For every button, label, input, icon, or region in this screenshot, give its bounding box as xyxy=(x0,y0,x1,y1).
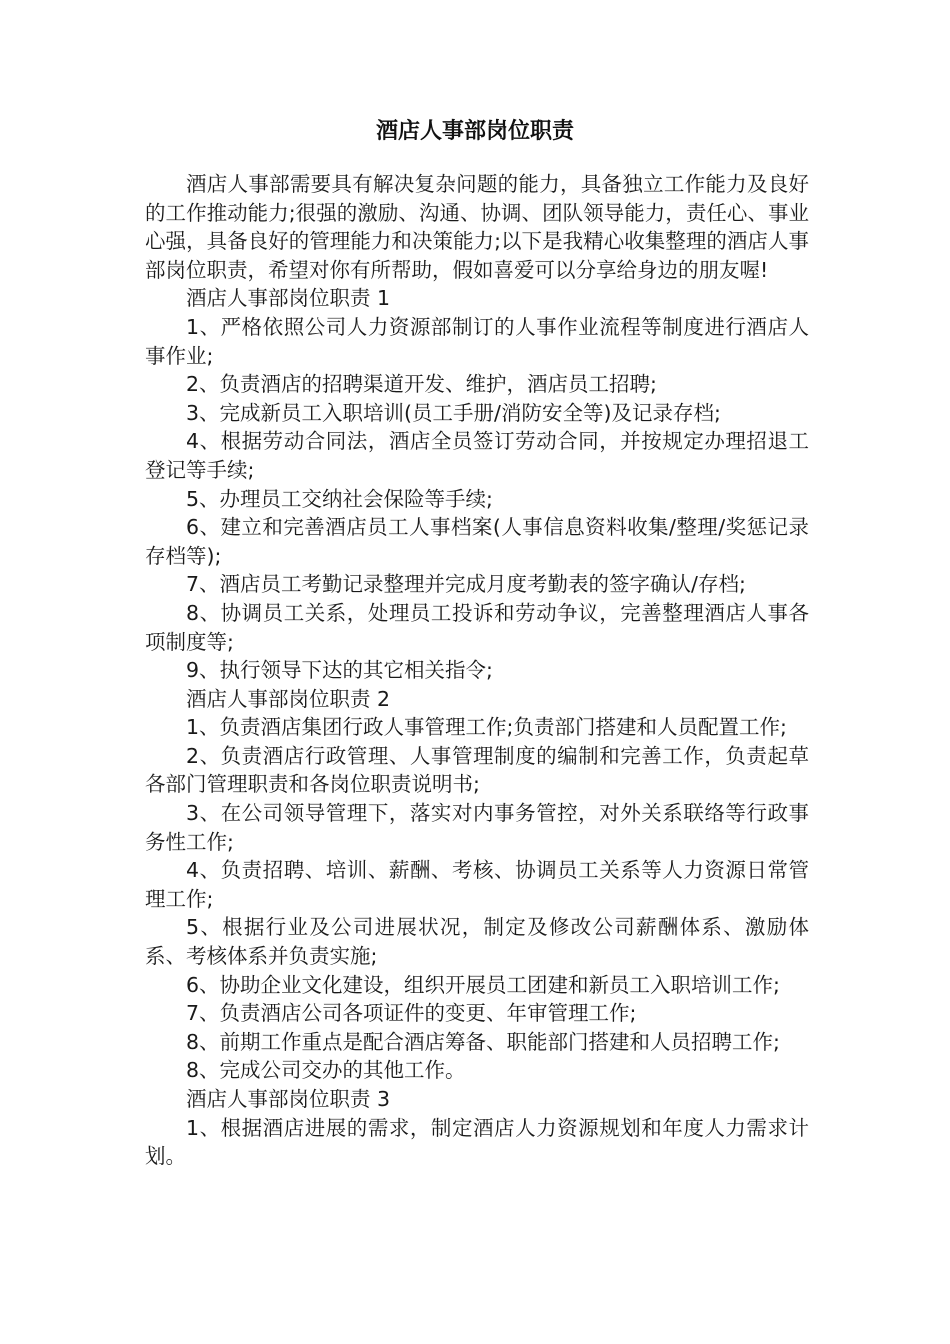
list-item: 3、完成新员工入职培训(员工手册/消防安全等)及记录存档; xyxy=(186,400,721,425)
page-title: 酒店人事部岗位职责 xyxy=(375,119,574,144)
list-item: 1、根据酒店进展的需求，制定酒店人力资源规划和年度人力需求计划。 xyxy=(145,1115,809,1169)
list-item: 2、负责酒店行政管理、人事管理制度的编制和完善工作，负责起草各部门管理职责和各岗位职责说明书; xyxy=(145,743,809,797)
list-item: 5、办理员工交纳社会保险等手续; xyxy=(186,486,493,511)
list-item: 9、执行领导下达的其它相关指令; xyxy=(186,658,493,683)
list-item: 6、协助企业文化建设，组织开展员工团建和新员工入职培训工作; xyxy=(186,972,780,997)
document-body xyxy=(145,170,809,1171)
list-item: 8、前期工作重点是配合酒店筹备、职能部门搭建和人员招聘工作; xyxy=(186,1029,780,1054)
list-item: 3、在公司领导管理下，落实对内事务管控，对外关系联络等行政事务性工作; xyxy=(145,801,809,854)
list-item: 7、负责酒店公司各项证件的变更、年审管理工作; xyxy=(186,1001,637,1026)
list-item: 1、严格依照公司人力资源部制订的人事作业流程等制度进行酒店人事作业; xyxy=(145,314,809,368)
list-item: 4、负责招聘、培训、薪酬、考核、协调员工关系等人力资源日常管理工作; xyxy=(145,858,809,911)
list-item: 5、根据行业及公司进展状况，制定及修改公司薪酬体系、激励体系、考核体系并负责实施; xyxy=(145,915,809,969)
section-heading: 酒店人事部岗位职责 2 xyxy=(186,686,391,711)
list-item: 1、负责酒店集团行政人事管理工作;负责部门搭建和人员配置工作; xyxy=(186,715,787,740)
list-item: 7、酒店员工考勤记录整理并完成月度考勤表的签字确认/存档; xyxy=(186,572,746,597)
section-heading: 酒店人事部岗位职责 1 xyxy=(186,286,391,311)
list-item: 8、完成公司交办的其他工作。 xyxy=(186,1058,466,1083)
list-item: 8、协调员工关系，处理员工投诉和劳动争议，完善整理酒店人事各项制度等; xyxy=(145,600,809,654)
list-item: 4、根据劳动合同法，酒店全员签订劳动合同，并按规定办理招退工登记等手续; xyxy=(145,429,809,482)
list-item: 6、建立和完善酒店员工人事档案(人事信息资料收集/整理/奖惩记录存档等); xyxy=(145,515,809,568)
intro-paragraph: 酒店人事部需要具有解决复杂问题的能力，具备独立工作能力及良好的工作推动能力;很强的激励、沟通、协调、团队领导能力，责任心、事业心强，具备良好的管理能力和决策能力;以下是我精心收集整理的酒店人事部岗位职责，希望对你有所帮助，假如喜爱可以分享给身边的朋友喔! xyxy=(145,172,809,282)
list-item: 2、负责酒店的招聘渠道开发、维护，酒店员工招聘; xyxy=(186,372,657,397)
section-heading: 酒店人事部岗位职责 3 xyxy=(186,1087,391,1111)
